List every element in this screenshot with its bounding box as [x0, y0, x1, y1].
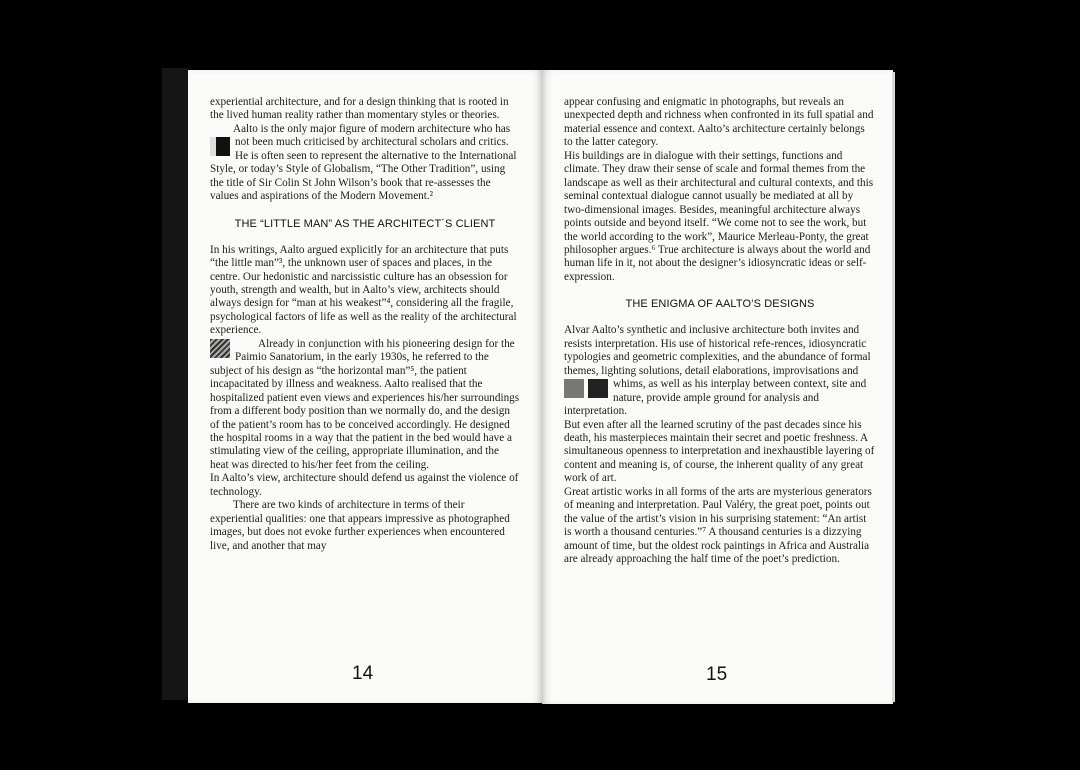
section-heading-enigma: THE ENIGMA OF AALTO’S DESIGNS: [625, 298, 815, 311]
photo-thumbnail-icon: [210, 137, 230, 156]
left-paragraph-4-text: Already in conjunction with his pioneering design for the Paimio Sanatorium, in the early 1930s, he referred to the subject of his design as “the horizontal man”⁵, the patient incapacitated by illness and weakness. Aalto realised that the hospitalized patient even views and experiences his/her surroundings from a different body position than we normally do, and the design of the patient’s room has to be conceived accordingly. He designed the hospital rooms in a way that the patient in the bed would have a stimulating view of the ceiling, appropriate illumination, and the heat was directed to his/her feet from the ceiling.: [210, 337, 520, 471]
left-page: [188, 70, 542, 703]
left-paragraph-6: There are two kinds of architecture in terms of their experiential qualities: one that appears impressive as photographed images, but does not evoke further experiences when encountered live, and another that may: [210, 499, 510, 552]
sanatorium-thumbnail-icon: [210, 339, 230, 358]
right-paragraph-1: appear confusing and enigmatic in photographs, but reveals an unexpected depth and richness when confronted in its full spatial and material essence and context. Aalto’s architecture certainly belongs to the latter category.: [564, 96, 874, 149]
left-paragraph-3: In his writings, Aalto argued explicitly for an architecture that puts “the little man”³, the unknown user of spaces and places, in the centre. Our hedonistic and narcissistic culture has an obsession for youth, strength and wealth, but in Aalto’s view, architects should always design for “man at his weakest”⁴, considering all the fragile, psychological factors of life as well as the reality of the architectural experience.: [210, 243, 517, 337]
left-text-column: [210, 96, 520, 553]
section-heading-little-man: THE “LITTLE MAN” AS THE ARCHITECT´S CLIENT: [234, 217, 496, 230]
page-number-right: 15: [706, 664, 728, 685]
left-paragraph-2-a: Aalto is the only major figure of modern architecture who has not been much criticised by architectural scholars: [233, 122, 511, 149]
right-paragraph-4: But even after all the learned scrutiny of the past decades since his death, his masterpieces maintain their secret and poetic freshness. A simultaneous openness to interpretation and inexhaustible layering of content and meaning is, of course, the inherent quality of any great work of art.: [564, 418, 875, 485]
left-paragraph-4: [210, 338, 520, 473]
detail-thumbnail-icon: [564, 379, 608, 398]
page-edge: [892, 72, 895, 702]
right-paragraph-2: His buildings are in dialogue with their settings, functions and climate. They draw their sense of scale and formal themes from the landscape as well as their architectural and cultural contexts, and this seminal contextual dialogue cannot usually be mediated at all by two-dimensional images. Besides, meaningful architecture always points outside and beyond itself. “We come not to see the work, but the world according to the work”, Maurice Merleau-Ponty, the great philosopher argues.⁶ True architecture is always about the world and human life in it, not about the designer’s idiosyncratic ideas or self-expression.: [564, 149, 874, 283]
left-paragraph-5: In Aalto’s view, architecture should defend us against the violence of technology.: [210, 472, 519, 498]
right-paragraph-3-b: interplay between context, site and nature, provide ample ground for analysis and interpretation.: [564, 378, 867, 418]
left-paragraph-2-b: and critics. He is often seen to represent the alternative to the International Style, or today’s Style of Globalism, “The Other Tradition”, using the title of Sir Colin St John Wilson’s book that re-assesses the values and aspirations of the Modern Movement.²: [210, 136, 517, 203]
right-paragraph-5: Great artistic works in all forms of the arts are mysterious generators of meaning and interpretation. Paul Valéry, the great poet, points out the value of the artist’s vision in his surprising statement: “An artist is worth a thousand centuries.”⁷ A thousand centuries is a dizzying amount of time, but the oldest rock paintings in Africa and Australia are already approaching the half time of the poet’s prediction.: [564, 485, 872, 566]
right-paragraph-3-a: Alvar Aalto’s synthetic and inclusive architecture both invites and resists interpretation. His use of historical refe-rences, idiosyncratic typologies and geometric complexities, and the abundance of formal themes, lighting solutions, detail elaborations, improvisations and whims, as well as his: [564, 324, 871, 391]
left-paragraph-1: experiential architecture, and for a design thinking that is rooted in the lived human reality rather than momentary styles or theories.: [210, 96, 509, 122]
right-page: [542, 70, 893, 704]
book-spine-shadow: [162, 68, 188, 700]
page-number-left: 14: [352, 663, 374, 684]
right-paragraph-3: [564, 324, 876, 418]
right-text-column: [564, 96, 876, 567]
left-paragraph-2: [210, 123, 520, 204]
